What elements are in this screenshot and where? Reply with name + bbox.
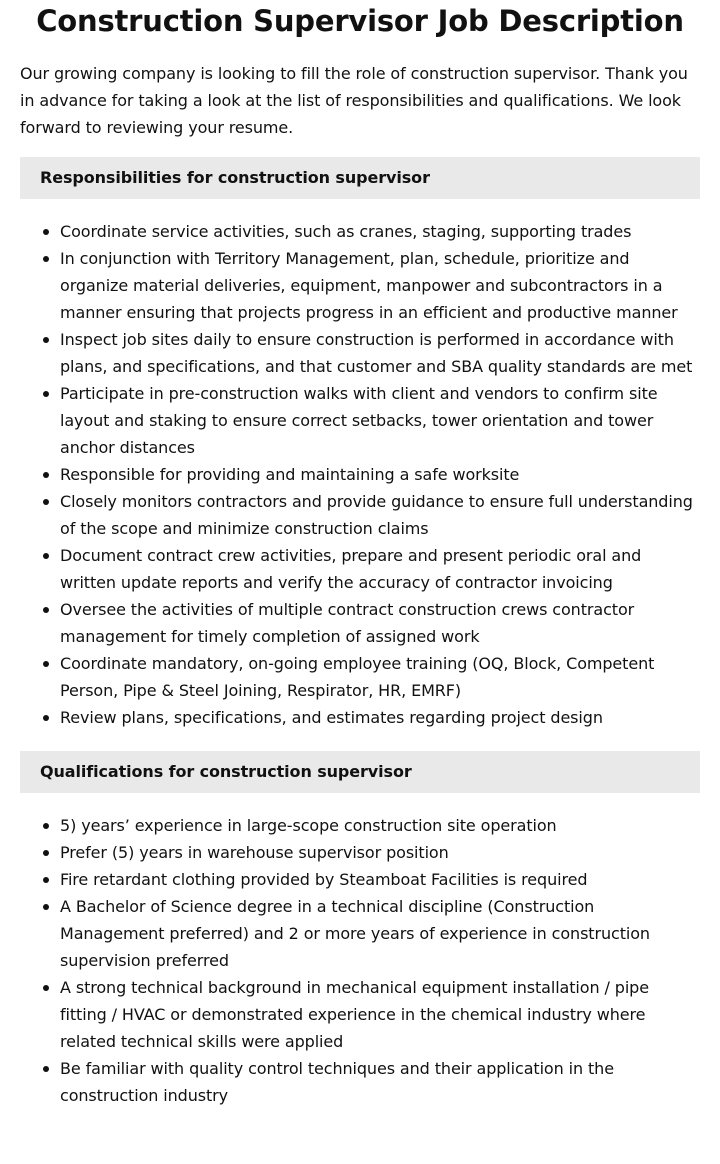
qualifications-list xyxy=(20,812,700,1109)
responsibilities-list xyxy=(20,218,700,731)
list-item: Inspect job sites daily to ensure construction is performed in accordance with plans, and specifications, and that customer and SBA quality standards are met xyxy=(60,326,700,380)
list-item: Fire retardant clothing provided by Steamboat Facilities is required xyxy=(60,866,700,893)
page-title: Construction Supervisor Job Description xyxy=(36,4,684,38)
list-item: Review plans, specifications, and estimates regarding project design xyxy=(60,704,700,731)
list-item: Coordinate service activities, such as cranes, staging, supporting trades xyxy=(60,218,700,245)
responsibilities-heading: Responsibilities for construction supervisor xyxy=(20,157,700,199)
qualifications-heading: Qualifications for construction supervisor xyxy=(20,751,700,793)
intro-paragraph: Our growing company is looking to fill the role of construction supervisor. Thank you in advance for taking a look at the list of responsibilities and qualifications. We look forward to reviewing your resume. xyxy=(20,64,688,137)
list-item: In conjunction with Territory Management, plan, schedule, prioritize and organize material deliveries, equipment, manpower and subcontractors in a manner ensuring that projects progress in an efficient and productive manner xyxy=(60,245,700,326)
list-item: Oversee the activities of multiple contract construction crews contractor management for timely completion of assigned work xyxy=(60,596,700,650)
list-item: Responsible for providing and maintaining a safe worksite xyxy=(60,461,700,488)
list-item: 5) years’ experience in large-scope construction site operation xyxy=(60,812,700,839)
list-item: Be familiar with quality control techniques and their application in the construction industry xyxy=(60,1055,700,1109)
list-item: A Bachelor of Science degree in a technical discipline (Construction Management preferred) and 2 or more years of experience in construction supervision preferred xyxy=(60,893,700,974)
list-item: Prefer (5) years in warehouse supervisor position xyxy=(60,839,700,866)
list-item: Participate in pre-construction walks with client and vendors to confirm site layout and staking to ensure correct setbacks, tower orientation and tower anchor distances xyxy=(60,380,700,461)
list-item: A strong technical background in mechanical equipment installation / pipe fitting / HVAC or demonstrated experience in the chemical industry where related technical skills were applied xyxy=(60,974,700,1055)
list-item: Coordinate mandatory, on-going employee training (OQ, Block, Competent Person, Pipe & Steel Joining, Respirator, HR, EMRF) xyxy=(60,650,700,704)
list-item: Closely monitors contractors and provide guidance to ensure full understanding of the scope and minimize construction claims xyxy=(60,488,700,542)
list-item: Document contract crew activities, prepare and present periodic oral and written update reports and verify the accuracy of contractor invoicing xyxy=(60,542,700,596)
